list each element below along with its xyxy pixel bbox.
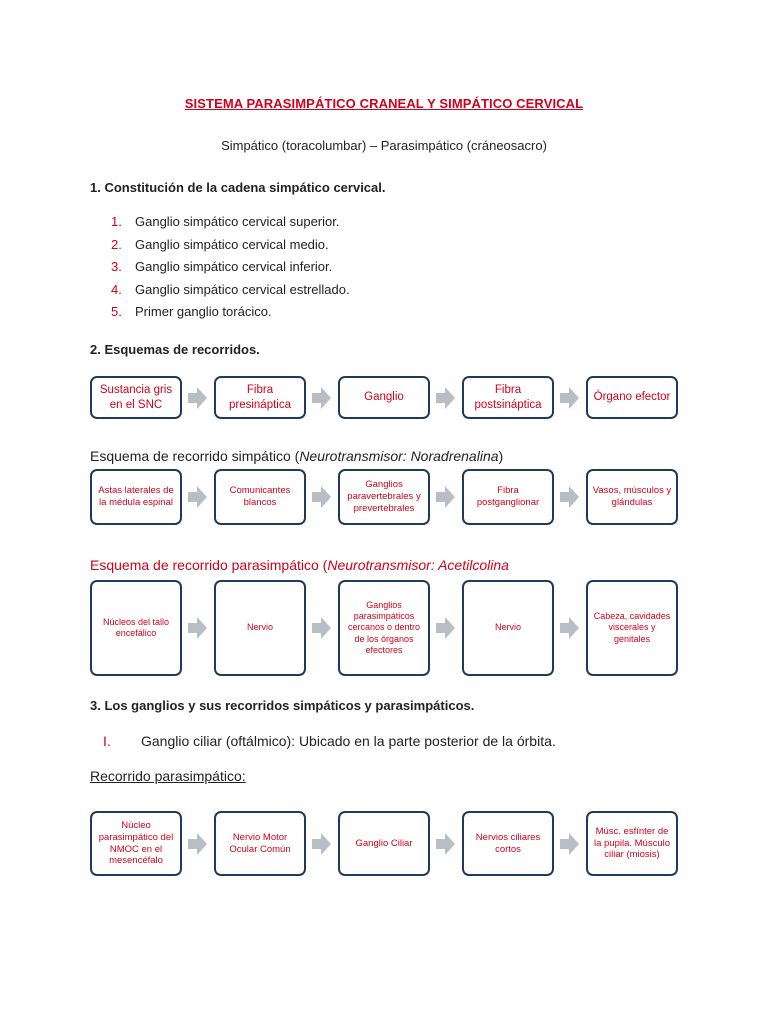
flow-box: Astas laterales de la médula espinal (90, 469, 182, 525)
parasympathetic-caption (90, 557, 509, 573)
arrow-right-icon (430, 485, 462, 509)
arrow-right-icon (306, 485, 338, 509)
section-2-heading: 2. Esquemas de recorridos. (90, 342, 260, 357)
flow-diagram-parasympathetic (90, 580, 675, 676)
flow-box: Nervio (462, 580, 554, 676)
arrow-right-icon (554, 485, 586, 509)
list-number: 2. (111, 236, 122, 252)
arrow-right-icon (430, 832, 462, 856)
arrow-right-icon (306, 832, 338, 856)
caption-suffix: ) (498, 448, 504, 464)
flow-diagram-ciliary (90, 811, 675, 876)
flow-box: Nervio (214, 580, 306, 676)
document-title: SISTEMA PARASIMPÁTICO CRANEAL Y SIMPÁTICO CERVICAL (184, 96, 584, 111)
list-number: 3. (111, 259, 122, 274)
list-number: I. (103, 733, 111, 749)
document-subtitle: Simpático (toracolumbar) – Parasimpático (cráneosacro) (221, 138, 547, 153)
list-item (111, 237, 350, 260)
arrow-right-icon (430, 616, 462, 640)
flow-box: Nervios ciliares cortos (462, 811, 554, 876)
arrow-right-icon (554, 386, 586, 410)
list-text: Ganglio simpático cervical medio. (135, 236, 329, 252)
caption-neurotransmitter: Neurotransmisor: Acetilcolina (327, 557, 509, 573)
flow-diagram-general (90, 376, 675, 419)
recorrido-label: Recorrido parasimpático: (90, 768, 246, 784)
flow-box: Nervio Motor Ocular Común (214, 811, 306, 876)
list-text: Ganglio simpático cervical inferior. (135, 259, 333, 274)
arrow-right-icon (430, 386, 462, 410)
arrow-right-icon (182, 616, 214, 640)
arrow-right-icon (182, 386, 214, 410)
flow-box: Ganglios paravertebrales y prevertebrales (338, 469, 430, 525)
list-item (111, 259, 350, 282)
caption-prefix: Esquema de recorrido simpático ( (90, 448, 300, 464)
flow-diagram-sympathetic (90, 469, 675, 525)
section-1-heading: 1. Constitución de la cadena simpático cervical. (90, 180, 386, 195)
list-item (111, 304, 350, 327)
arrow-right-icon (182, 485, 214, 509)
flow-box: Ganglio (338, 376, 430, 419)
list-item (111, 214, 350, 237)
flow-box: Ganglio Ciliar (338, 811, 430, 876)
flow-box: Fibra postsináptica (462, 376, 554, 419)
caption-neurotransmitter: Neurotransmisor: Noradrenalina (299, 448, 499, 464)
flow-box: Núcleo parasimpático del NMOC en el mesencéfalo (90, 811, 182, 876)
flow-box: Núcleos del tallo encefálico (90, 580, 182, 676)
flow-box: Cabeza, cavidades viscerales y genitales (586, 580, 678, 676)
flow-box: Músc. esfínter de la pupila. Músculo ciliar (miosis) (586, 811, 678, 876)
ciliary-ganglion-item (103, 733, 556, 749)
list-text: Ganglio ciliar (oftálmico): Ubicado en la parte posterior de la órbita. (141, 733, 556, 749)
list-text: Primer ganglio torácico. (135, 304, 272, 319)
list-text: Ganglio simpático cervical estrellado. (135, 281, 350, 297)
list-number: 5. (111, 304, 122, 319)
flow-box: Comunicantes blancos (214, 469, 306, 525)
section-3-heading: 3. Los ganglios y sus recorridos simpáticos y parasimpáticos. (90, 698, 475, 713)
ganglia-list (111, 214, 350, 327)
arrow-right-icon (182, 832, 214, 856)
arrow-right-icon (306, 616, 338, 640)
flow-box: Fibra presináptica (214, 376, 306, 419)
arrow-right-icon (554, 616, 586, 640)
flow-box: Fibra postganglionar (462, 469, 554, 525)
list-number: 4. (111, 281, 122, 297)
arrow-right-icon (554, 832, 586, 856)
list-text: Ganglio simpático cervical superior. (135, 214, 340, 229)
list-number: 1. (111, 214, 122, 229)
arrow-right-icon (306, 386, 338, 410)
flow-box: Sustancia gris en el SNC (90, 376, 182, 419)
flow-box: Vasos, músculos y glándulas (586, 469, 678, 525)
caption-prefix: Esquema de recorrido parasimpático ( (90, 557, 328, 573)
list-item (111, 282, 350, 305)
flow-box: Ganglios parasimpáticos cercanos o dentro de los órganos efectores (338, 580, 430, 676)
sympathetic-caption (90, 448, 503, 464)
flow-box: Órgano efector (586, 376, 678, 419)
